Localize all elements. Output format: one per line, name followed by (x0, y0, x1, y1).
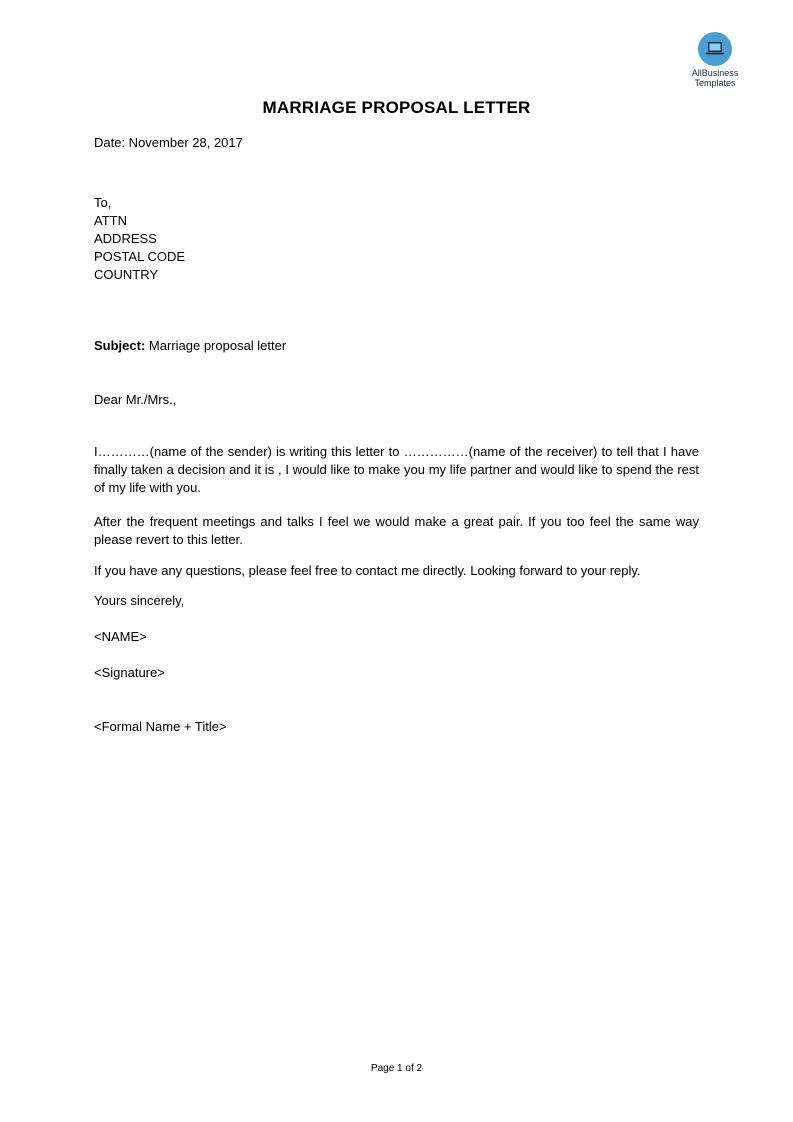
name-placeholder: <NAME> (94, 629, 147, 644)
body-paragraph-3: If you have any questions, please feel free to contact me directly. Looking forward to your reply. (94, 563, 641, 578)
subject-label: Subject: (94, 338, 146, 353)
formal-name-placeholder: <Formal Name + Title> (94, 719, 227, 734)
page-number-footer: Page 1 of 2 (370, 1063, 423, 1074)
recipient-to: To, (94, 195, 112, 210)
subject-line (94, 337, 699, 355)
recipient-address-block (94, 194, 699, 284)
recipient-postal-code: POSTAL CODE (94, 249, 186, 264)
salutation: Dear Mr./Mrs., (94, 392, 177, 407)
logo-text-line2: Templates (694, 78, 736, 88)
letter-date: Date: November 28, 2017 (94, 135, 243, 150)
subject-text: Marriage proposal letter (145, 338, 287, 353)
brand-logo (684, 32, 746, 88)
laptop-icon (698, 32, 732, 66)
recipient-address: ADDRESS (94, 231, 157, 246)
recipient-country: COUNTRY (94, 267, 159, 282)
body-paragraph-1: I…………(name of the sender) is writing this letter to ……………(name of the receiver) to tell that I have finally taken a decision and it is , I would like to make you my life partner and would like to spend the rest of my life with you. (94, 444, 699, 495)
closing: Yours sincerely, (94, 593, 185, 608)
logo-text-line1: AllBusiness (691, 68, 739, 78)
signature-placeholder: <Signature> (94, 665, 165, 680)
body-paragraph-2: After the frequent meetings and talks I feel we would make a great pair. If you too feel the same way please revert to this letter. (94, 514, 699, 547)
recipient-attn: ATTN (94, 213, 127, 228)
document-title: MARRIAGE PROPOSAL LETTER (262, 98, 531, 117)
